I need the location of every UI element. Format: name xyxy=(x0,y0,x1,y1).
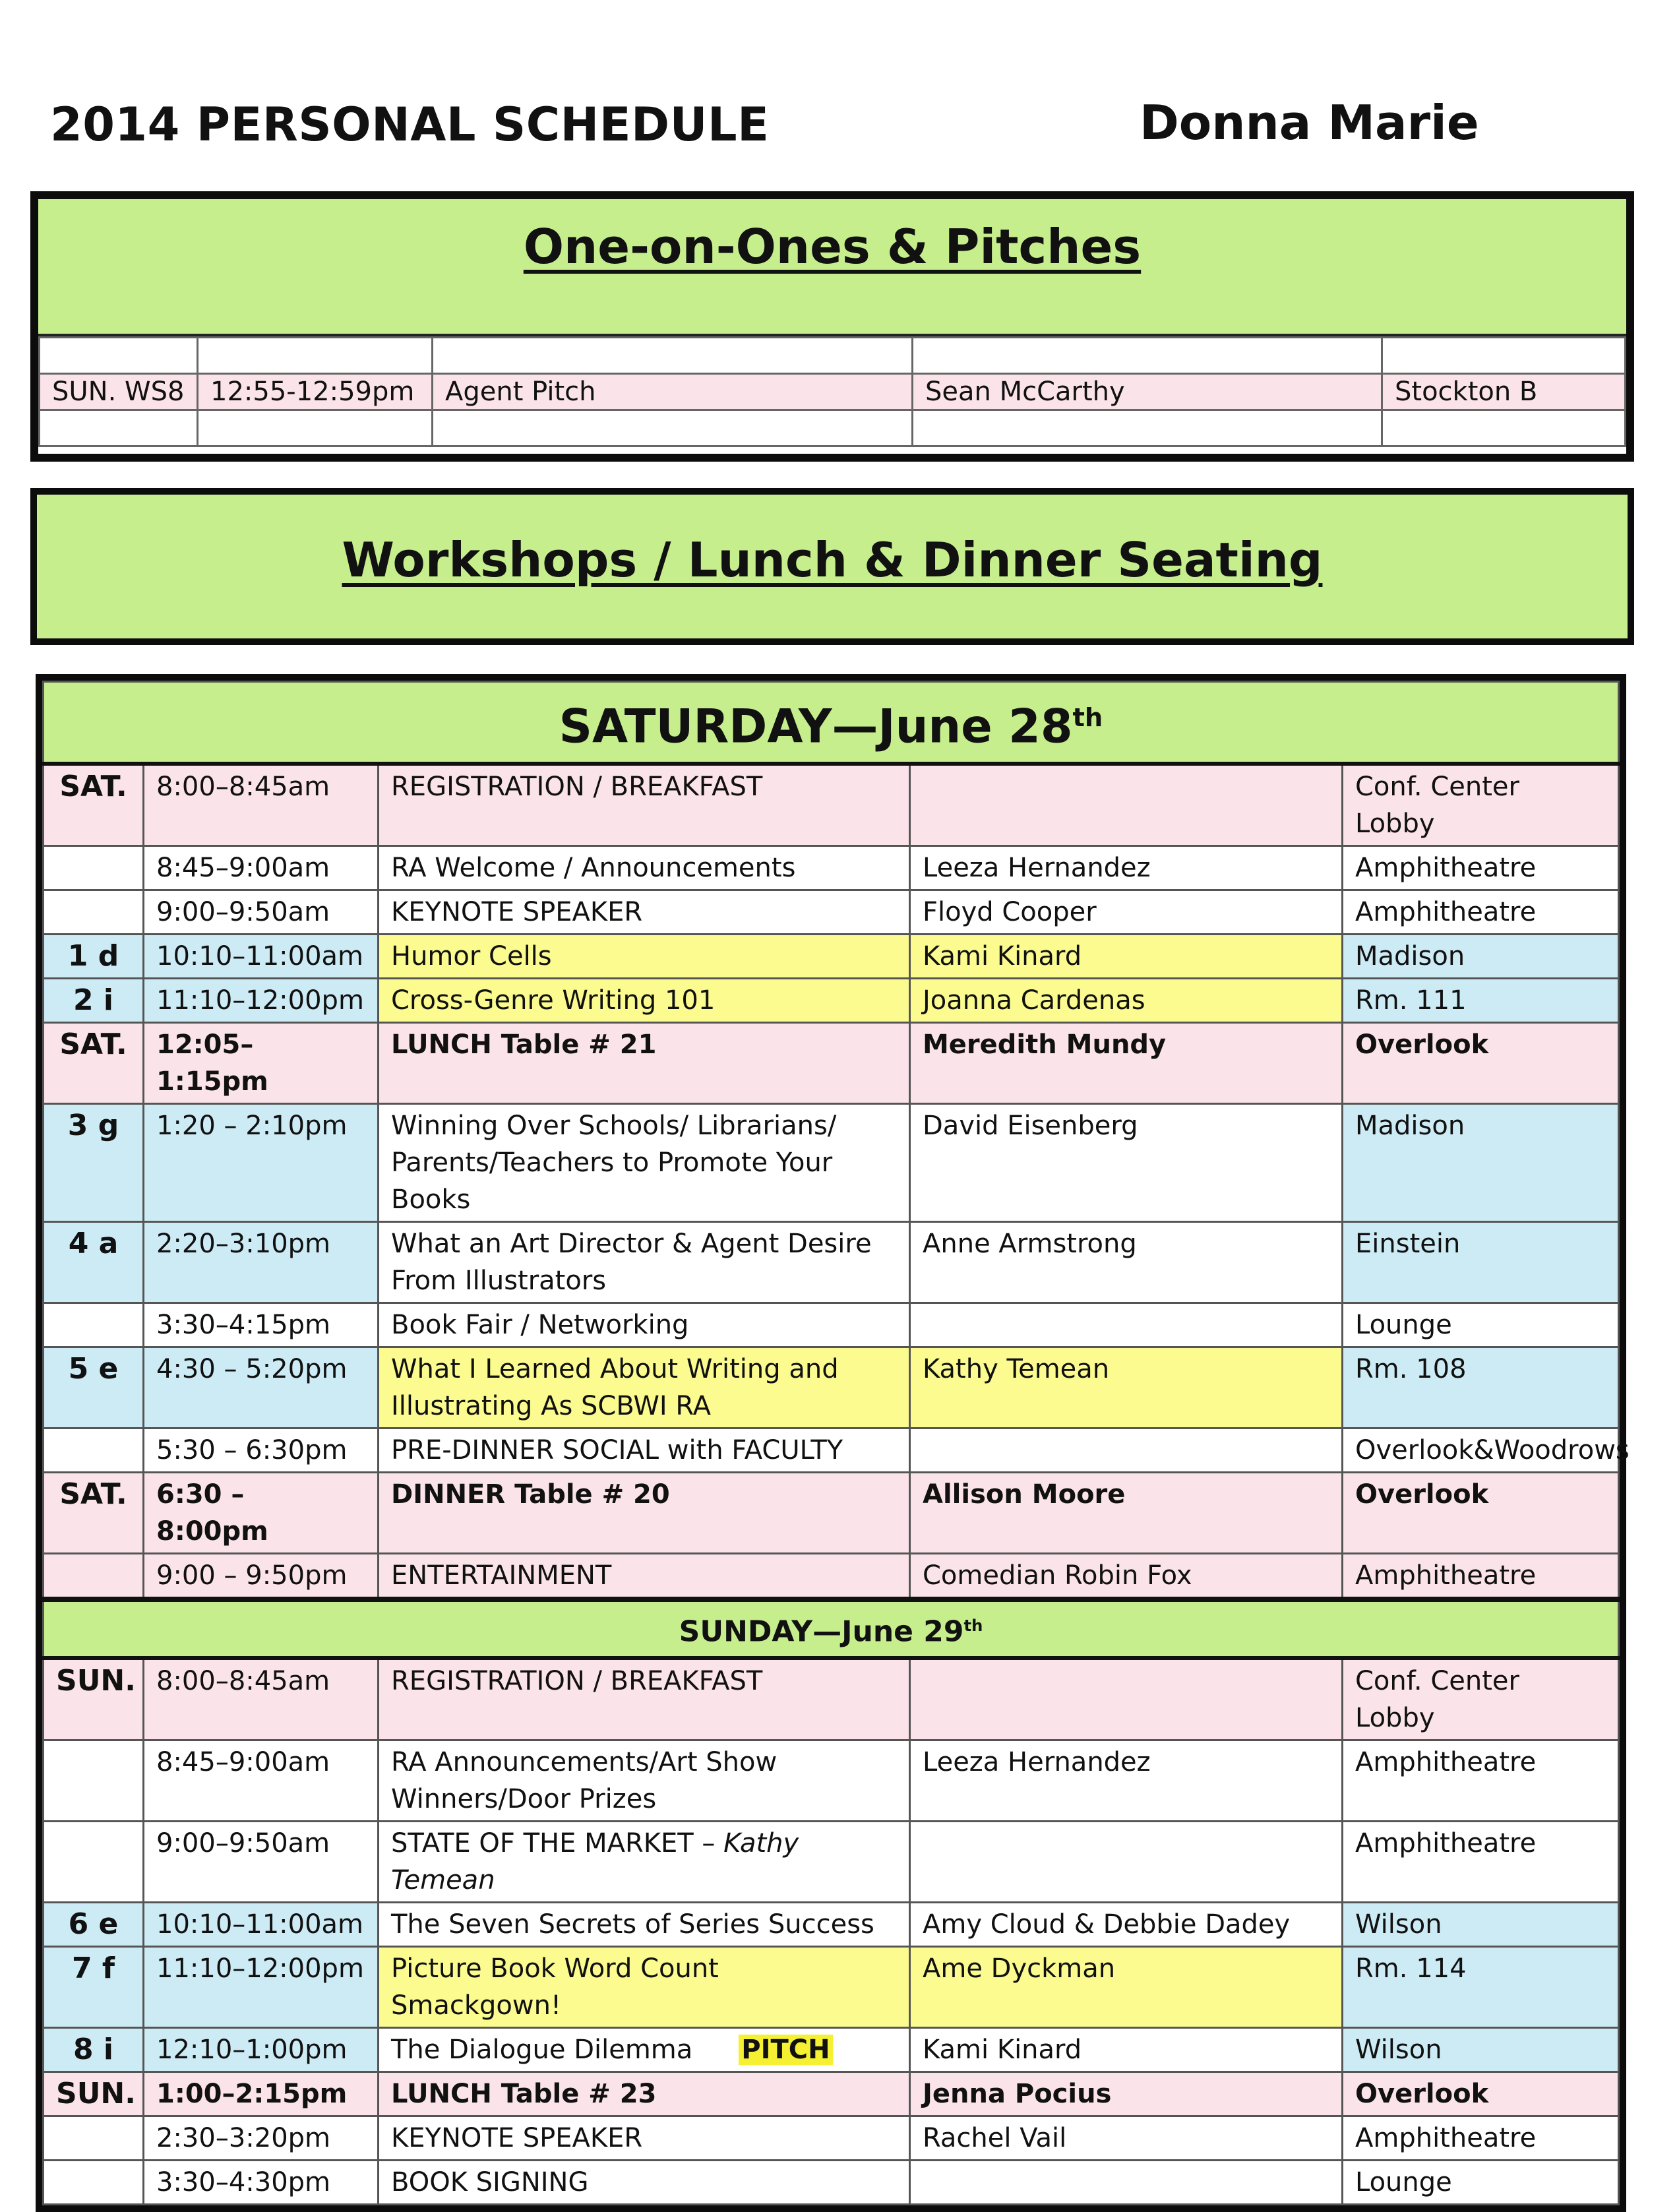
pitches-section xyxy=(30,191,1634,462)
row-day: 5 e xyxy=(44,1347,144,1429)
row-location: Amphitheatre xyxy=(1343,1740,1619,1821)
table-row xyxy=(44,1222,1619,1303)
sunday-heading: SUNDAY—June 29th xyxy=(44,1599,1619,1658)
row-time: 1:20 – 2:10pm xyxy=(144,1104,379,1222)
pitches-table xyxy=(38,336,1626,447)
row-location: Overlook xyxy=(1343,1023,1619,1104)
saturday-header-row xyxy=(44,682,1619,764)
table-row xyxy=(44,1821,1619,1902)
row-event: DINNER Table # 20 xyxy=(379,1473,910,1554)
row-time: 8:45–9:00am xyxy=(144,846,379,890)
row-time: 8:00–8:45am xyxy=(144,764,379,846)
row-person xyxy=(910,764,1343,846)
row-day: SAT. xyxy=(44,1473,144,1554)
table-row xyxy=(44,1429,1619,1473)
row-person: Meredith Mundy xyxy=(910,1023,1343,1104)
row-time: 8:00–8:45am xyxy=(144,1658,379,1740)
table-row xyxy=(44,1104,1619,1222)
row-event: KEYNOTE SPEAKER xyxy=(379,890,910,935)
row-person: Rachel Vail xyxy=(910,2116,1343,2160)
row-location: Rm. 111 xyxy=(1343,979,1619,1023)
row-event: Winning Over Schools/ Librarians/ Parents/Teachers to Promote Your Books xyxy=(379,1104,910,1222)
row-event: KEYNOTE SPEAKER xyxy=(379,2116,910,2160)
row-person: Kami Kinard xyxy=(910,2027,1343,2072)
row-location: Overlook&Woodrows xyxy=(1343,1429,1619,1473)
row-day: SUN. xyxy=(44,1658,144,1740)
row-time: 9:00 – 9:50pm xyxy=(144,1554,379,1600)
row-person: Comedian Robin Fox xyxy=(910,1554,1343,1600)
row-day: 7 f xyxy=(44,1946,144,2027)
pitches-header xyxy=(38,199,1626,336)
schedule-table xyxy=(36,674,1630,2212)
table-row xyxy=(44,890,1619,935)
row-day xyxy=(44,1821,144,1902)
table-row xyxy=(44,846,1619,890)
table-row xyxy=(44,1946,1619,2027)
row-event: RA Announcements/Art Show Winners/Door Prizes xyxy=(379,1740,910,1821)
row-time: 12:10–1:00pm xyxy=(144,2027,379,2072)
row-day: 1 d xyxy=(44,935,144,979)
row-time: 3:30–4:30pm xyxy=(144,2160,379,2204)
table-row xyxy=(44,935,1619,979)
row-person xyxy=(910,2160,1343,2204)
table-row xyxy=(44,1658,1619,1740)
row-time: 9:00–9:50am xyxy=(144,890,379,935)
row-day: 8 i xyxy=(44,2027,144,2072)
row-location: Lounge xyxy=(1343,1303,1619,1347)
table-row xyxy=(44,2027,1619,2072)
pitch-event: Agent Pitch xyxy=(433,374,913,410)
row-time: 1:00–2:15pm xyxy=(144,2072,379,2116)
row-person: Anne Armstrong xyxy=(910,1222,1343,1303)
table-row xyxy=(44,2116,1619,2160)
pitch-time: 12:55-12:59pm xyxy=(198,374,433,410)
row-person xyxy=(910,1429,1343,1473)
row-location: Madison xyxy=(1343,935,1619,979)
row-event: LUNCH Table # 23 xyxy=(379,2072,910,2116)
row-day xyxy=(44,2116,144,2160)
row-person: Kathy Temean xyxy=(910,1347,1343,1429)
row-event: RA Welcome / Announcements xyxy=(379,846,910,890)
row-time: 3:30–4:15pm xyxy=(144,1303,379,1347)
row-person: Kami Kinard xyxy=(910,935,1343,979)
row-event: The Seven Secrets of Series Success xyxy=(379,1902,910,1946)
table-row xyxy=(44,1902,1619,1946)
row-person xyxy=(910,1821,1343,1902)
row-time: 4:30 – 5:20pm xyxy=(144,1347,379,1429)
row-day: SAT. xyxy=(44,1023,144,1104)
row-person xyxy=(910,1303,1343,1347)
row-location: Wilson xyxy=(1343,1902,1619,1946)
row-day: SUN. xyxy=(44,2072,144,2116)
row-event: ENTERTAINMENT xyxy=(379,1554,910,1600)
table-row xyxy=(44,1347,1619,1429)
table-row xyxy=(44,2160,1619,2204)
row-time: 8:45–9:00am xyxy=(144,1740,379,1821)
row-time: 10:10–11:00am xyxy=(144,1902,379,1946)
table-row xyxy=(40,410,1626,446)
row-event: BOOK SIGNING xyxy=(379,2160,910,2204)
table-row xyxy=(44,1473,1619,1554)
row-location: Wilson xyxy=(1343,2027,1619,2072)
table-row xyxy=(40,338,1626,374)
row-person: Joanna Cardenas xyxy=(910,979,1343,1023)
row-location: Conf. Center Lobby xyxy=(1343,1658,1619,1740)
row-time: 11:10–12:00pm xyxy=(144,979,379,1023)
row-time: 2:20–3:10pm xyxy=(144,1222,379,1303)
pitch-person: Sean McCarthy xyxy=(913,374,1382,410)
row-day: 3 g xyxy=(44,1104,144,1222)
row-day xyxy=(44,1554,144,1600)
row-day: 2 i xyxy=(44,979,144,1023)
row-day xyxy=(44,1740,144,1821)
saturday-heading: SATURDAY—June 28th xyxy=(44,682,1619,764)
table-row xyxy=(40,374,1626,410)
row-person: Leeza Hernandez xyxy=(910,846,1343,890)
workshops-heading: Workshops / Lunch & Dinner Seating xyxy=(342,532,1323,588)
row-day xyxy=(44,890,144,935)
row-time: 12:05–1:15pm xyxy=(144,1023,379,1104)
pitch-location: Stockton B xyxy=(1382,374,1626,410)
row-day xyxy=(44,1429,144,1473)
row-person: David Eisenberg xyxy=(910,1104,1343,1222)
row-event: The Dialogue Dilemma PITCH xyxy=(379,2027,910,2072)
row-location: Rm. 114 xyxy=(1343,1946,1619,2027)
row-event: LUNCH Table # 21 xyxy=(379,1023,910,1104)
row-day xyxy=(44,1303,144,1347)
row-time: 2:30–3:20pm xyxy=(144,2116,379,2160)
row-time: 9:00–9:50am xyxy=(144,1821,379,1902)
table-row xyxy=(44,1303,1619,1347)
row-location: Overlook xyxy=(1343,1473,1619,1554)
row-day xyxy=(44,2160,144,2204)
row-person: Jenna Pocius xyxy=(910,2072,1343,2116)
pitch-day: SUN. WS8 xyxy=(40,374,198,410)
row-time: 6:30 – 8:00pm xyxy=(144,1473,379,1554)
row-event: STATE OF THE MARKET – Kathy Temean xyxy=(379,1821,910,1902)
row-location: Amphitheatre xyxy=(1343,1554,1619,1600)
row-event: Cross-Genre Writing 101 xyxy=(379,979,910,1023)
row-location: Amphitheatre xyxy=(1343,2116,1619,2160)
attendee-name: Donna Marie xyxy=(1140,95,1479,150)
row-time: 5:30 – 6:30pm xyxy=(144,1429,379,1473)
row-event: What an Art Director & Agent Desire From Illustrators xyxy=(379,1222,910,1303)
row-person: Leeza Hernandez xyxy=(910,1740,1343,1821)
table-row xyxy=(44,1554,1619,1600)
table-row xyxy=(44,1023,1619,1104)
row-person: Ame Dyckman xyxy=(910,1946,1343,2027)
row-location: Amphitheatre xyxy=(1343,890,1619,935)
row-event: PRE-DINNER SOCIAL with FACULTY xyxy=(379,1429,910,1473)
row-time: 11:10–12:00pm xyxy=(144,1946,379,2027)
row-person: Allison Moore xyxy=(910,1473,1343,1554)
table-row xyxy=(44,979,1619,1023)
row-person xyxy=(910,1658,1343,1740)
row-event: Book Fair / Networking xyxy=(379,1303,910,1347)
row-day: 6 e xyxy=(44,1902,144,1946)
row-person: Amy Cloud & Debbie Dadey xyxy=(910,1902,1343,1946)
row-day: 4 a xyxy=(44,1222,144,1303)
row-location: Overlook xyxy=(1343,2072,1619,2116)
row-event: Picture Book Word Count Smackgown! xyxy=(379,1946,910,2027)
row-person: Floyd Cooper xyxy=(910,890,1343,935)
workshops-banner xyxy=(30,488,1634,645)
row-location: Lounge xyxy=(1343,2160,1619,2204)
row-event: REGISTRATION / BREAKFAST xyxy=(379,1658,910,1740)
row-event: REGISTRATION / BREAKFAST xyxy=(379,764,910,846)
row-event: Humor Cells xyxy=(379,935,910,979)
row-location: Madison xyxy=(1343,1104,1619,1222)
row-location: Rm. 108 xyxy=(1343,1347,1619,1429)
row-event: What I Learned About Writing and Illustrating As SCBWI RA xyxy=(379,1347,910,1429)
row-location: Conf. Center Lobby xyxy=(1343,764,1619,846)
page-title: 2014 PERSONAL SCHEDULE xyxy=(50,98,770,152)
pitches-heading: One-on-Ones & Pitches xyxy=(523,219,1142,274)
table-row xyxy=(44,1740,1619,1821)
row-time: 10:10–11:00am xyxy=(144,935,379,979)
row-day: SAT. xyxy=(44,764,144,846)
row-day xyxy=(44,846,144,890)
pitch-badge: PITCH xyxy=(739,2035,832,2065)
table-row xyxy=(44,764,1619,846)
sunday-header-row xyxy=(44,1599,1619,1658)
row-location: Amphitheatre xyxy=(1343,1821,1619,1902)
row-location: Einstein xyxy=(1343,1222,1619,1303)
row-location: Amphitheatre xyxy=(1343,846,1619,890)
